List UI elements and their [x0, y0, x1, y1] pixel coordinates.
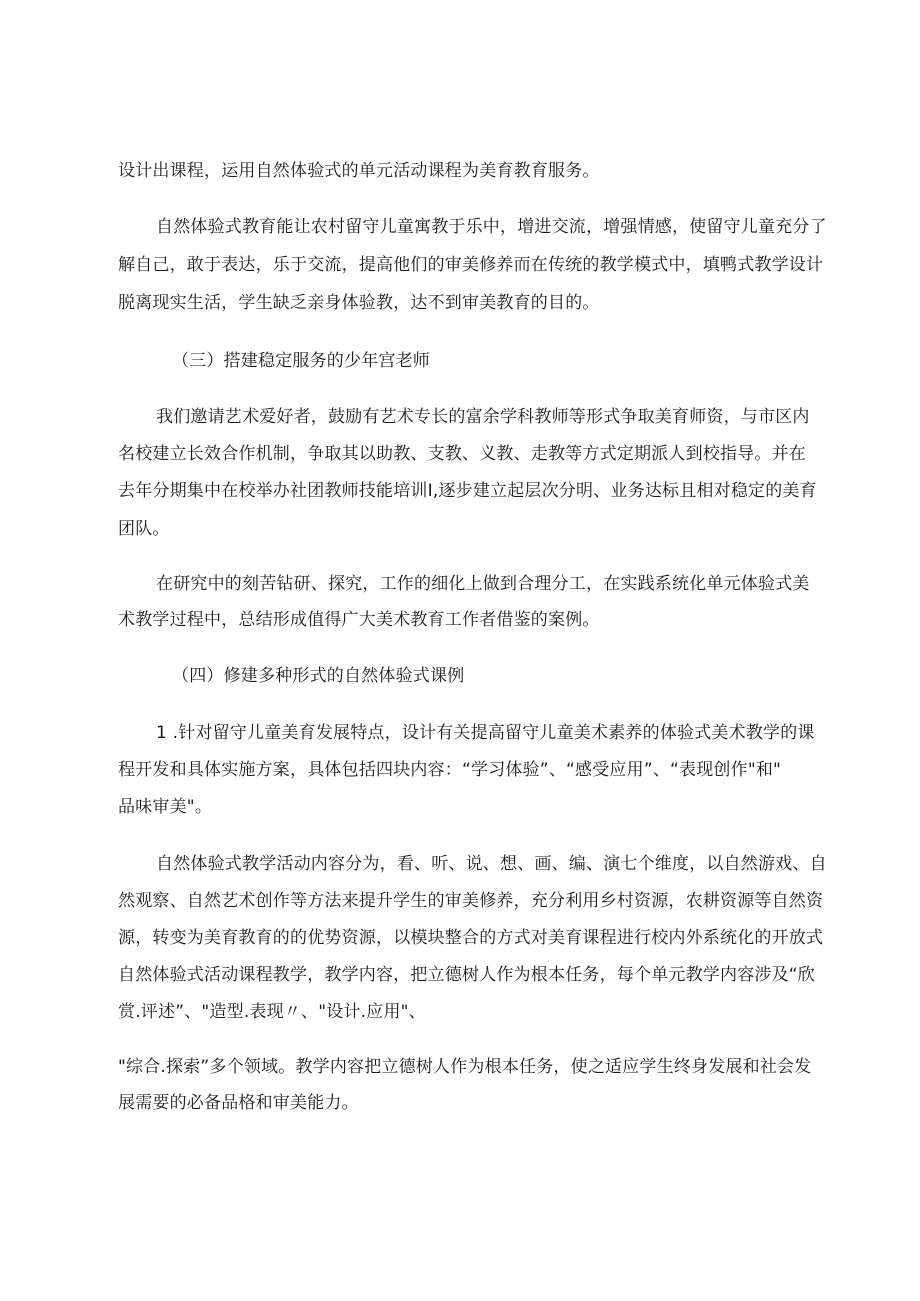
section-heading-4: （四）修建多种形式的自然体验式课例 [172, 666, 465, 686]
paragraph-5-line-1: 1 .针对留守儿童美育发展特点，设计有关提高留守儿童美术素养的体验式美术教学的课 [156, 723, 815, 743]
paragraph-6-line-4: 自然体验式活动课程教学，教学内容，把立德树人作为根本任务，每个单元教学内容涉及“欣 [118, 965, 816, 985]
paragraph-6-line-1: 自然体验式教学活动内容分为，看、听、说、想、画、编、演七个维度，以自然游戏、自 [156, 854, 827, 874]
paragraph-6-line-3: 源，转变为美育教育的的优势资源，以模块整合的方式对美育课程进行校内外系统化的开放式 [118, 928, 824, 948]
paragraph-3-line-2: 名校建立长效合作机制，争取其以助教、支教、义教、走教等方式定期派人到校指导。并在 [118, 444, 806, 464]
paragraph-3-line-1: 我们邀请艺术爱好者，鼓励有艺术专长的富余学科教师等形式争取美育师资，与市区内 [156, 407, 810, 427]
paragraph-5-line-3: 品味审美"。 [118, 797, 213, 817]
paragraph-6-line-2: 然观察、自然艺术创作等方法来提升学生的审美修养，充分利用乡村资源，农耕资源等自然资 [118, 891, 824, 911]
paragraph-2-line-3: 脱离现实生活，学生缺乏亲身体验教，达不到审美教育的目的。 [118, 293, 600, 313]
paragraph-3-line-3: 去年分期集中在校举办社团教师技能培训I,逐步建立起层次分明、业务达标且相对稳定的美育 [118, 481, 817, 501]
paragraph-4-line-2: 术教学过程中，总结形成值得广大美术教育工作者借鉴的案例。 [118, 610, 600, 630]
paragraph-3-line-4: 团队。 [118, 519, 170, 539]
paragraph-2-line-2: 解自己，敢于表达，乐于交流，提高他们的审美修养而在传统的教学模式中，填鸭式教学设计 [118, 255, 824, 275]
paragraph-1-line-1: 设计出课程，运用自然体验式的单元活动课程为美育教育服务。 [118, 161, 600, 181]
paragraph-7-line-1: "综合.探索”多个领域。教学内容把立德树人作为根本任务，使之适应学生终身发展和社会发 [118, 1057, 812, 1077]
paragraph-5-line-2: 程开发和具体实施方案，具体包括四块内容：“学习体验”、“感受应用”、“表现创作"和" [118, 760, 782, 780]
paragraph-7-line-2: 展需要的必备品格和审美能力。 [118, 1093, 359, 1113]
paragraph-6-line-5: 赏.评述”、"造型.表现〃、"设计.应用"、 [118, 1002, 426, 1022]
section-heading-3: （三）搭建稳定服务的少年宫老师 [172, 351, 430, 371]
paragraph-2-line-1: 自然体验式教育能让农村留守儿童寓教于乐中，增进交流，增强情感，使留守儿童充分了 [156, 217, 827, 237]
paragraph-4-line-1: 在研究中的刻苦钻研、探究，工作的细化上做到合理分工，在实践系统化单元体验式美 [156, 574, 810, 594]
